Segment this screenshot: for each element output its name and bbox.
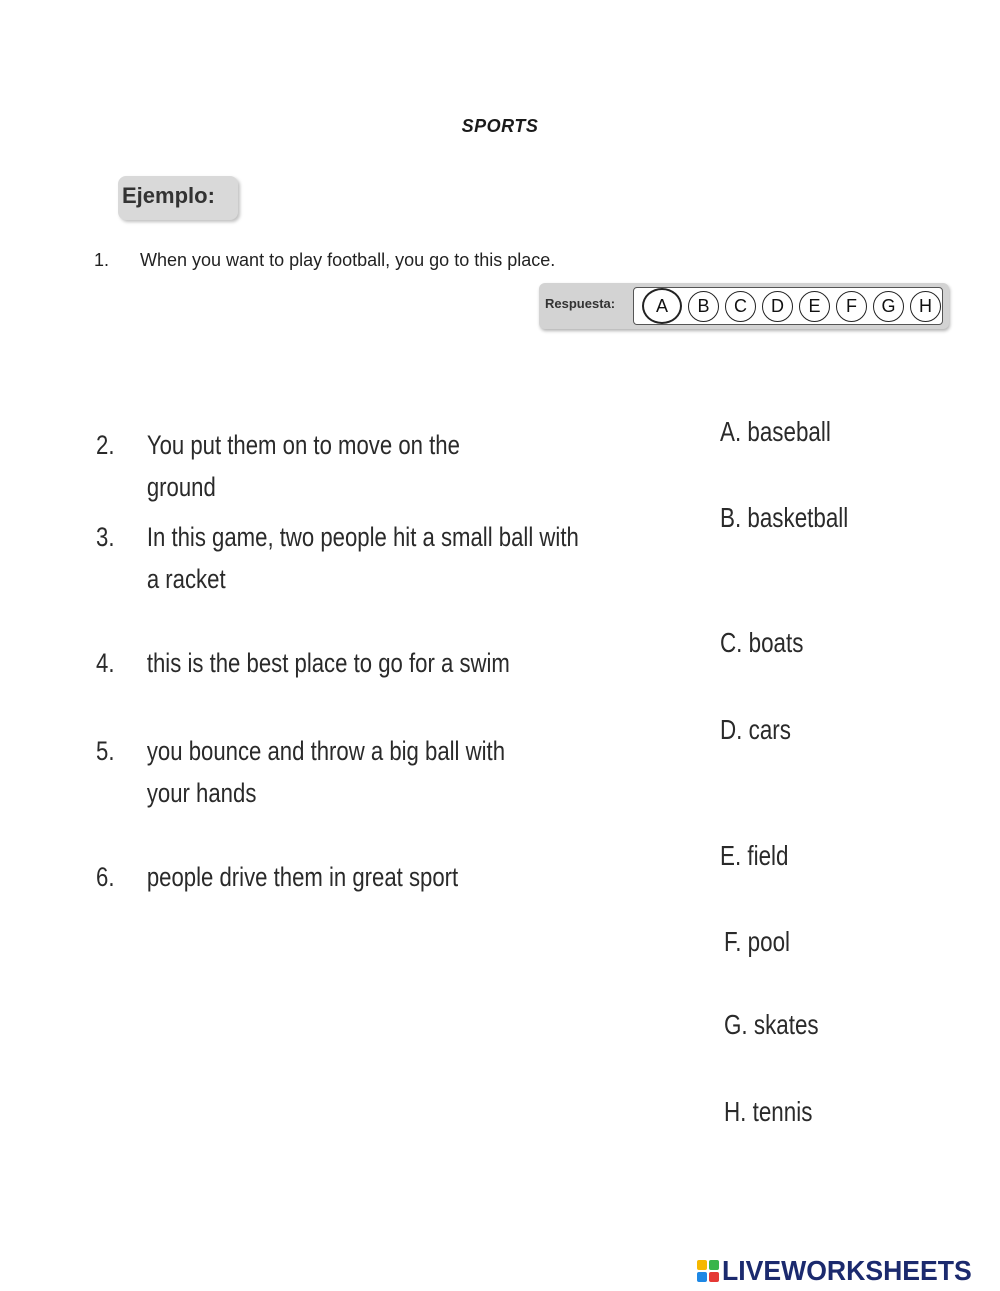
answer-choice-f[interactable]: F — [836, 291, 867, 322]
logo-square-blue — [697, 1272, 707, 1282]
question-item — [96, 730, 514, 814]
liveworksheets-logo-text: LIVEWORKSHEETS — [722, 1255, 972, 1286]
answer-label: Respuesta: — [545, 296, 616, 311]
answer-choice-a[interactable]: A — [642, 288, 682, 324]
example-question-text: When you want to play football, you go to this place. — [140, 250, 556, 270]
answer-bar — [539, 283, 949, 329]
question-number: 3. — [96, 522, 115, 552]
answer-choices — [633, 287, 943, 325]
answer-choice-h[interactable]: H — [910, 291, 941, 322]
answer-choice-c[interactable]: C — [725, 291, 756, 322]
question-item — [96, 642, 522, 684]
question-item — [96, 516, 588, 600]
liveworksheets-logo-icon — [697, 1260, 719, 1282]
question-number: 5. — [96, 736, 115, 766]
example-question — [94, 250, 555, 271]
option-item: B. basketball — [720, 502, 849, 533]
question-number: 6. — [96, 862, 115, 892]
question-text: you bounce and throw a big ball with your hands — [146, 736, 506, 808]
option-item: H. tennis — [724, 1096, 813, 1127]
logo-square-green — [709, 1260, 719, 1270]
option-item: C. boats — [720, 627, 804, 658]
option-item: G. skates — [724, 1009, 819, 1040]
option-item: E. field — [720, 840, 789, 871]
worksheet-title: SPORTS — [461, 116, 539, 136]
logo-square-yellow — [697, 1260, 707, 1270]
answer-choice-g[interactable]: G — [873, 291, 904, 322]
option-item: F. pool — [724, 926, 790, 957]
liveworksheets-logo — [697, 1255, 985, 1287]
answer-choice-e[interactable]: E — [799, 291, 830, 322]
option-item: A. baseball — [720, 416, 831, 447]
question-item — [96, 424, 522, 508]
question-text: In this game, two people hit a small ball with a racket — [146, 522, 579, 594]
question-text: this is the best place to go for a swim — [146, 648, 510, 678]
example-label: Ejemplo: — [118, 176, 238, 220]
answer-choice-d[interactable]: D — [762, 291, 793, 322]
question-text: people drive them in great sport — [146, 862, 459, 892]
answer-choice-b[interactable]: B — [688, 291, 719, 322]
question-number: 2. — [96, 430, 115, 460]
question-item — [96, 856, 522, 898]
question-text: You put them on to move on the ground — [146, 430, 460, 502]
option-item: D. cars — [720, 714, 791, 745]
example-question-number: 1. — [94, 250, 110, 270]
logo-square-red — [709, 1272, 719, 1282]
question-number: 4. — [96, 648, 115, 678]
